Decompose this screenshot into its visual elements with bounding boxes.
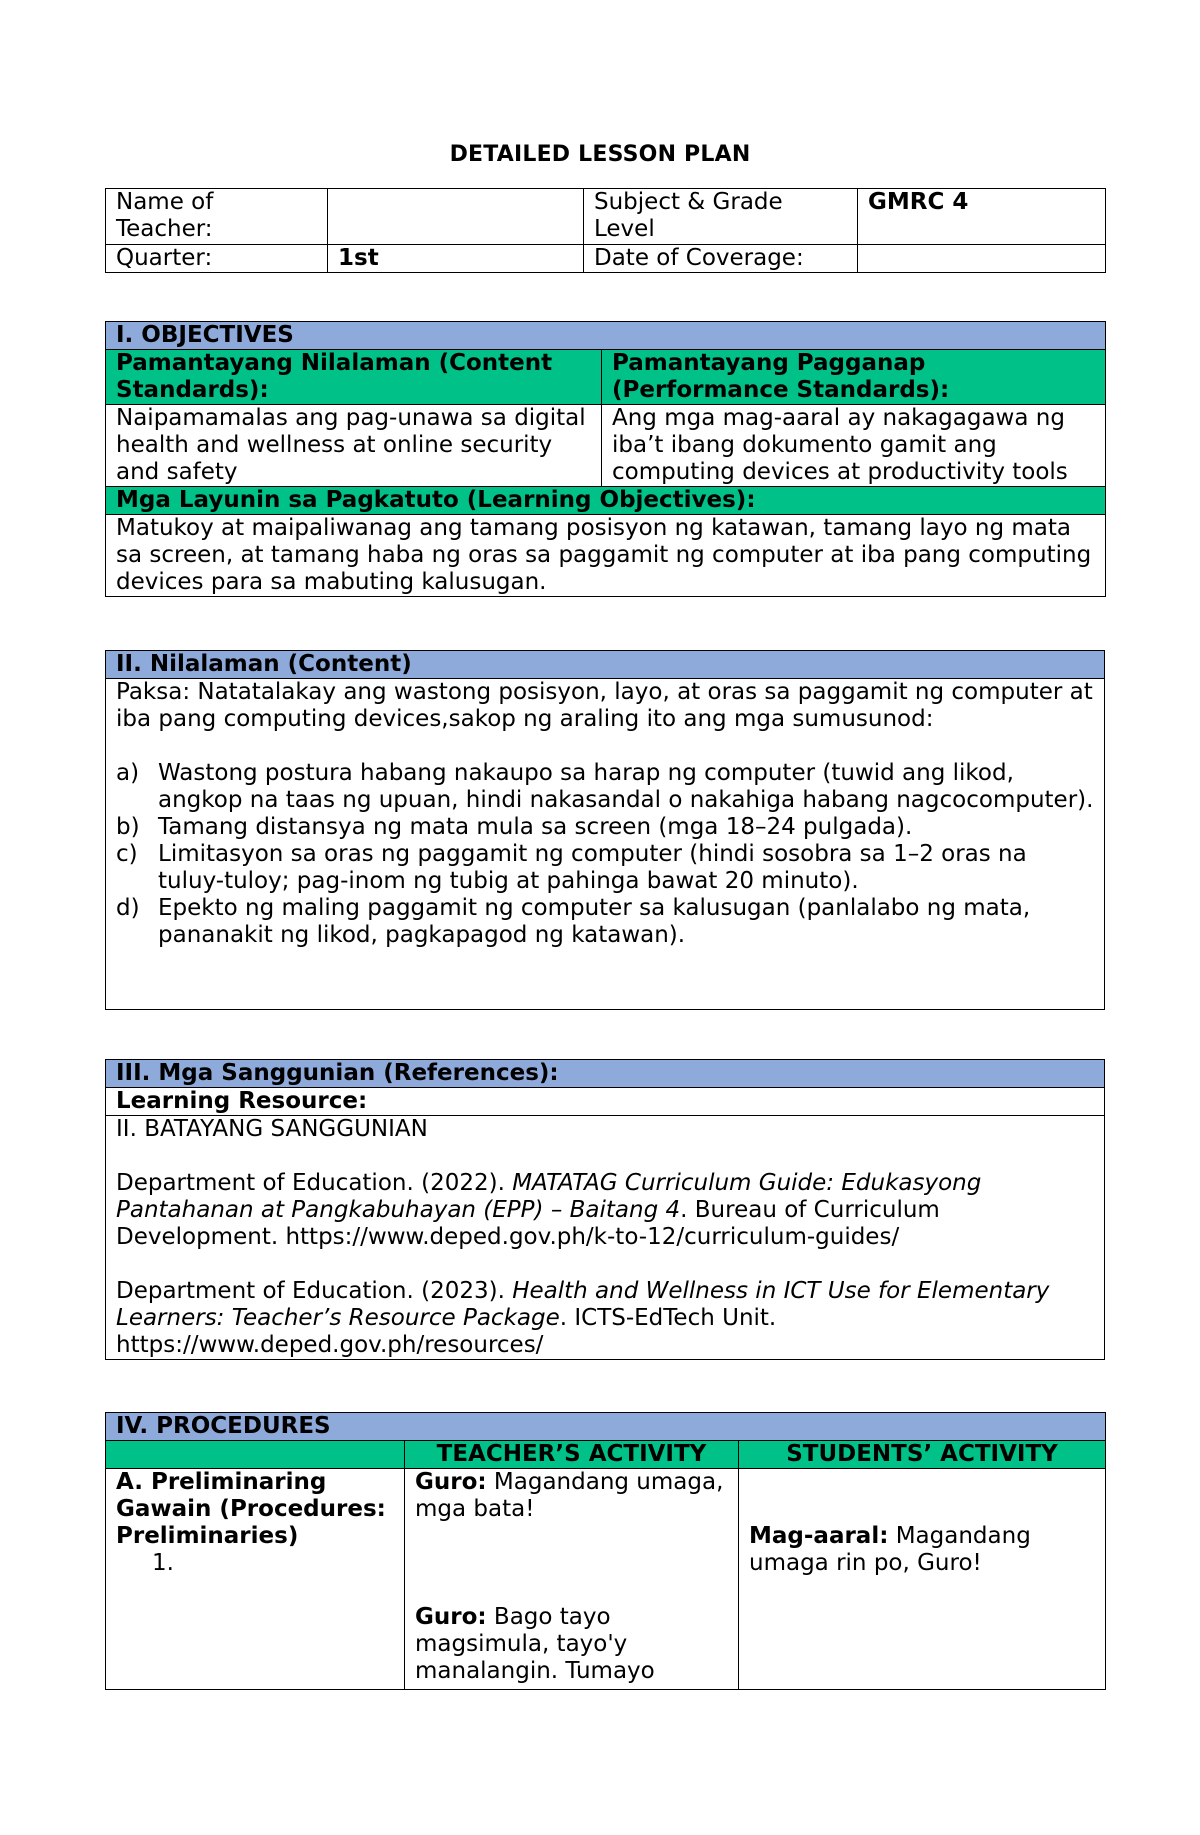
student-line: Mag-aaral: Magandang umaga rin po, Guro! [749,1523,1031,1576]
list-item: d) Epekto ng maling paggamit ng computer sa kalusugan (panlalabo ng mata, pananakit ng likod, pagkapagod ng katawan). [116,895,1031,948]
learning-resource-label: Learning Resource: [106,1088,1105,1116]
date-coverage-value [858,245,1106,273]
teacher-name-label: Name of Teacher: [106,189,328,245]
reference-2: Department of Education. (2023). Health and Wellness in ICT Use for Elementary Learners: Teacher’s Resource Package. ICTS-EdTech Unit. https://www.deped.gov.ph/resources/ [116,1278,1050,1358]
subject-grade-value: GMRC 4 [858,189,1106,245]
subject-grade-label: Subject & Grade Level [584,189,858,245]
performance-standards-label: Pamantayang Pagganap (Performance Standards): [602,350,1106,405]
teacher-name-value [328,189,584,245]
preliminaries-label-cell [106,1469,405,1690]
preliminaries-label: A. Preliminaring Gawain (Procedures: Preliminaries) [116,1469,386,1549]
references-heading: III. Mga Sanggunian (References): [106,1060,1105,1088]
list-item: b) Tamang distansya ng mata mula sa screen (mga 18–24 pulgada). [116,814,913,840]
objectives-table [105,321,1106,597]
references-table [105,1059,1105,1360]
header-info-table [105,188,1106,273]
teacher-activity-header: TEACHER’S ACTIVITY [405,1441,739,1469]
students-activity-header: STUDENTS’ ACTIVITY [739,1441,1106,1469]
teacher-activity-cell [405,1469,739,1690]
student-activity-cell [739,1469,1106,1690]
content-body [106,679,1105,1010]
date-coverage-label: Date of Coverage: [584,245,858,273]
basis-label: II. BATAYANG SANGGUNIAN [116,1116,428,1142]
content-standards-label: Pamantayang Nilalaman (Content Standards): [106,350,602,405]
procedures-heading: IV. PROCEDURES [106,1413,1106,1441]
content-topic-list [116,760,1094,949]
list-item: c) Limitasyon sa oras ng paggamit ng computer (hindi sosobra sa 1–2 oras na tuluy-tuloy; pag-inom ng tubig at pahinga bawat 20 minuto). [116,841,1027,894]
references-body [106,1116,1105,1360]
content-intro: Paksa: Natatalakay ang wastong posisyon, layo, at oras sa paggamit ng computer at iba pang computing devices,sakop ng araling ito ang mga sumusunod: [116,679,1093,732]
performance-standards-text: Ang mga mag-aaral ay nakagagawa ng iba’t ibang dokumento gamit ang computing devices at productivity tools [602,405,1106,487]
procedures-blank-header [106,1441,405,1469]
document-title: DETAILED LESSON PLAN [449,142,751,167]
objectives-heading: I. OBJECTIVES [106,322,1106,350]
list-item: a) Wastong postura habang nakaupo sa harap ng computer (tuwid ang likod, angkop na taas ng upuan, hindi nakasandal o nakahiga habang nagcocomputer). [116,760,1094,813]
learning-objectives-label: Mga Layunin sa Pagkatuto (Learning Objectives): [106,487,1106,515]
procedures-table [105,1412,1106,1690]
content-table [105,650,1105,1010]
preliminaries-item-number: 1. [152,1550,174,1576]
content-standards-text: Naipamamalas ang pag-unawa sa digital health and wellness at online security and safety [106,405,602,487]
quarter-value: 1st [328,245,584,273]
quarter-label: Quarter: [106,245,328,273]
content-heading: II. Nilalaman (Content) [106,651,1105,679]
reference-1: Department of Education. (2022). MATATAG Curriculum Guide: Edukasyong Pantahanan at Pangkabuhayan (EPP) – Baitang 4. Bureau of Curriculum Development. https://www.deped.gov.ph/k-to-12/curriculum-guides/ [116,1170,982,1250]
teacher-line: Guro: Bago tayo magsimula, tayo'y manalangin. Tumayo [415,1604,655,1684]
learning-objectives-text: Matukoy at maipaliwanag ang tamang posisyon ng katawan, tamang layo ng mata sa screen, at tamang haba ng oras sa paggamit ng computer at iba pang computing devices para sa mabuting kalusugan. [106,515,1106,597]
teacher-line: Guro: Magandang umaga, mga bata! [415,1469,724,1522]
